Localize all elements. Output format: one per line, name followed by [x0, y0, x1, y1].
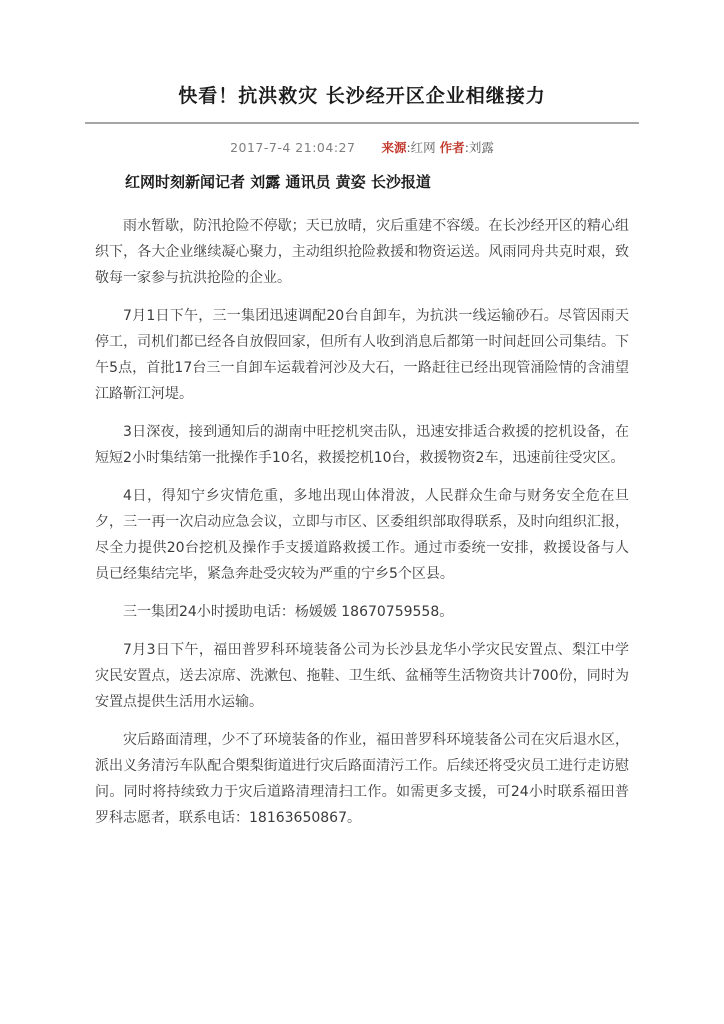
- article-paragraph: 3日深夜，接到通知后的湖南中旺挖机突击队，迅速安排适合救援的挖机设备，在短短2小时集结第一批操作手10名，救援挖机10台，救援物资2车，迅速前往受灾区。: [95, 424, 629, 466]
- author-label: 作者: [439, 140, 465, 155]
- page-title: 快看！抗洪救灾 长沙经开区企业相继接力: [178, 85, 546, 107]
- source-value: 红网: [410, 140, 436, 155]
- article-paragraph: 雨水暂歇，防汛抢险不停歇；天已放晴，灾后重建不容缓。在长沙经开区的精心组织下，各大企业继续凝心聚力，主动组织抢险救援和物资运送。风雨同舟共克时艰，致敬每一家参与抗洪抢险的企业。: [95, 218, 629, 286]
- article-paragraph: 灾后路面清理，少不了环境装备的作业，福田普罗科环境装备公司在灾后退水区，派出义务清污车队配合㮾梨街道进行灾后路面清污工作。后续还将受灾员工进行走访慰问。同时将持续致力于灾后道路清理清扫工作。如需更多支援，可24小时联系福田普罗科志愿者，联系电话：18163650867。: [95, 732, 629, 826]
- article-body: [95, 213, 629, 831]
- author-value: 刘露: [468, 140, 494, 155]
- title-divider: [85, 122, 639, 124]
- article-paragraph: 4日，得知宁乡灾情危重，多地出现山体滑波，人民群众生命与财务安全危在旦夕，三一再一次启动应急会议，立即与市区、区委组织部取得联系，及时向组织汇报，尽全力提供20台挖机及操作手支援道路救援工作。通过市委统一安排，救援设备与人员已经集结完毕，紧急奔赴受灾较为严重的宁乡5个区县。: [95, 488, 629, 582]
- source-separator: :: [406, 140, 411, 155]
- article-paragraph: 7月3日下午，福田普罗科环境装备公司为长沙县龙华小学灾民安置点、梨江中学灾民安置点，送去凉席、洗漱包、拖鞋、卫生纸、盆桶等生活物资共计700份，同时为安置点提供生活用水运输。: [95, 642, 629, 710]
- article-meta: [85, 140, 639, 156]
- article-content: [85, 0, 639, 831]
- byline: 红网时刻新闻记者 刘露 通讯员 黄姿 长沙报道: [125, 173, 431, 191]
- article-paragraph: 7月1日下午，三一集团迅速调配20台自卸车，为抗洪一线运输砂石。尽管因雨天停工，司机们都已经各自放假回家，但所有人收到消息后都第一时间赶回公司集结。下午5点，首批17台三一自卸车运载着河沙及大石，一路赶往已经出现管涌险情的含浦望江路靳江河堤。: [95, 308, 629, 402]
- source-label: 来源: [381, 140, 407, 155]
- article-paragraph: 三一集团24小时援助电话：杨媛媛 18670759558。: [123, 604, 454, 620]
- publish-datetime: 2017-7-4 21:04:27: [230, 140, 356, 155]
- author-separator: :: [464, 140, 469, 155]
